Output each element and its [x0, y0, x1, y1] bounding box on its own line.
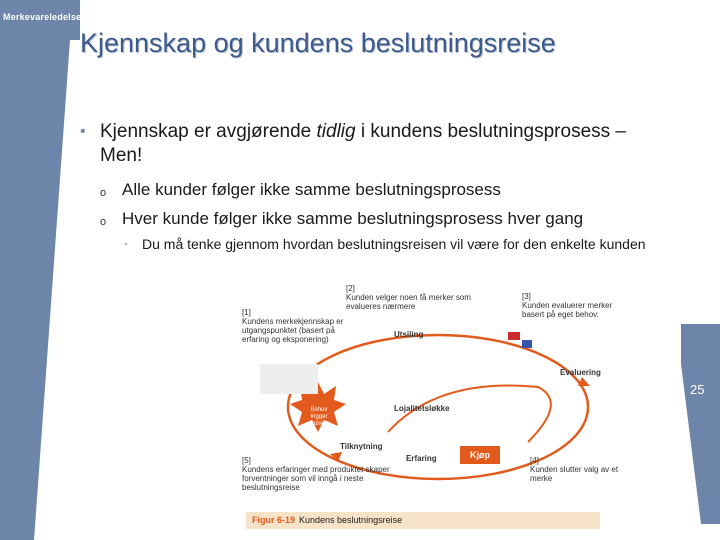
stage-label-4: [4] Kunden slutter valg av et merke — [530, 456, 619, 483]
page-title: Kjennskap og kundens beslutningsreise — [80, 28, 556, 58]
evaluering-label: Evaluering — [560, 368, 601, 377]
main-bullet-text: Kjennskap er avgjørende tidlig i kundens beslutningsprosess – Men! — [100, 121, 626, 166]
brand-logo — [522, 340, 532, 348]
sub-sub-bullet-text: Du må tenke gjennom hvordan beslutningsreisen vil være for den enkelte kunden — [142, 236, 646, 252]
loyalty-loop — [388, 385, 551, 442]
stage-label-3: [3] Kunden evaluerer merker basert på eget behov. — [522, 292, 613, 319]
stage-label-5: [5] Kundens erfaringer med produktet skaper forventninger som vil inngå i neste beslutningsreise — [242, 456, 390, 492]
dash-bullet-icon: - — [124, 238, 128, 250]
erfaring-label: Erfaring — [406, 454, 437, 463]
decision-journey-figure — [238, 282, 648, 532]
brand-logos — [260, 364, 318, 394]
behov-label: Behov trigger prosess — [308, 407, 330, 427]
stage-label-2: [2] Kunden velger noen få merker som evalueres nærmere — [346, 284, 471, 311]
figure-caption: Figur 6-19 Kundens beslutningsreise — [246, 512, 600, 529]
page-tab — [681, 324, 720, 524]
corner-shape — [0, 0, 80, 540]
utsiling-label: Utsiling — [394, 330, 424, 339]
sub-bullet-text: Hver kunde følger ikke samme beslutningsprosess hver gang — [122, 209, 584, 228]
brand-logo — [508, 332, 520, 340]
stage-label-1: [1] Kundens merkekjennskap er utgangspunktet (basert på erfaring og eksponering) — [242, 308, 344, 344]
bullet-dot-icon: • — [80, 123, 86, 140]
circle-bullet-icon: o — [100, 187, 107, 199]
brand-label: Merkevareledelse — [3, 12, 82, 22]
tilknytning-label: Tilknytning — [340, 442, 383, 451]
circle-bullet-icon: o — [100, 216, 107, 228]
page-number: 25 — [690, 382, 705, 397]
sub-bullet-text: Alle kunder følger ikke samme beslutningsprosess — [122, 180, 501, 199]
lojalitet-label: Lojalitetsløkke — [394, 404, 450, 413]
kjop-box: Kjøp — [460, 446, 500, 464]
